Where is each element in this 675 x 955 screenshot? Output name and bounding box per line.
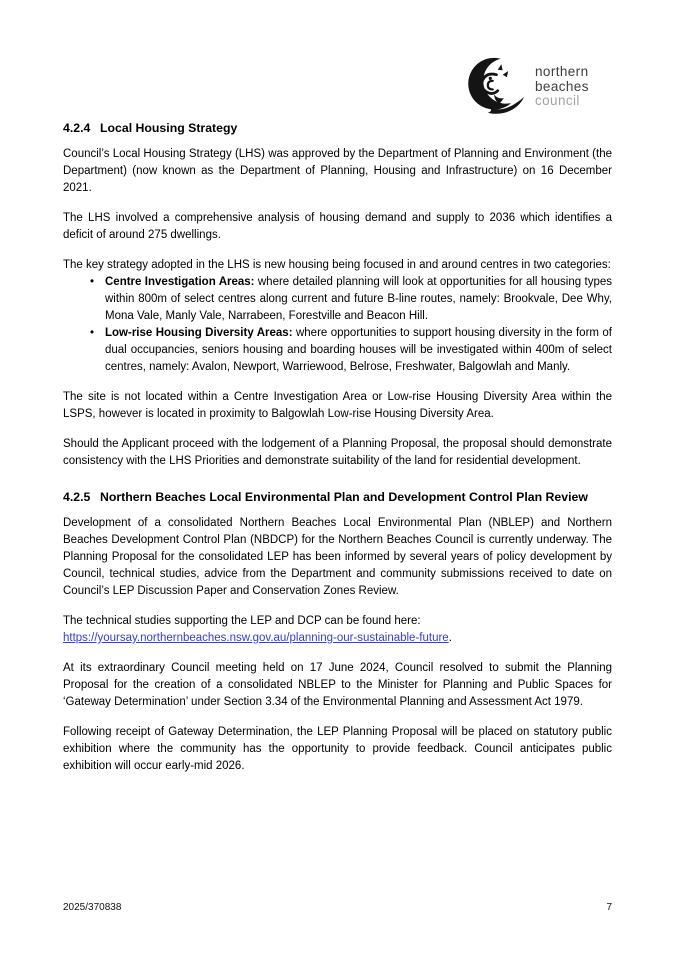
technical-studies-intro: The technical studies supporting the LEP and DCP can be found here: xyxy=(63,615,421,627)
document-reference: 2025/370838 xyxy=(63,902,122,913)
section-title: Local Housing Strategy xyxy=(100,121,238,135)
paragraph-technical-studies xyxy=(63,613,612,647)
logo-word-northern: northern xyxy=(535,64,589,80)
paragraph-lhs-approved: Council’s Local Housing Strategy (LHS) was approved by the Department of Planning and Environment (the Department) (now known as the Department of Planning, Housing and Infrastructure) on 16 December 2021. xyxy=(63,148,612,194)
paragraph-council-meeting: At its extraordinary Council meeting held on 17 June 2024, Council resolved to submit the Planning Proposal for the creation of a consolidated NBLEP to the Minister for Planning and Public Spaces for ‘Gateway Determination’ under Section 3.34 of the Environmental Planning and Assessment Act 1979. xyxy=(63,662,612,708)
council-logo-icon xyxy=(462,56,526,118)
section-number: 4.2.5 xyxy=(63,490,91,504)
bullet-text: where detailed planning will look at opportunities for all housing types within 800m of select centres along current and future B-line routes, namely: Brookvale, Dee Why, Mona Vale, Manly Vale, Narrabeen, Forestville and Beacon Hill. xyxy=(105,276,612,322)
strategy-bullet-list xyxy=(63,274,612,376)
council-logo xyxy=(462,56,589,118)
council-logo-text xyxy=(535,65,589,109)
bullet-label: Centre Investigation Areas: xyxy=(105,276,255,288)
list-item xyxy=(63,274,612,325)
paragraph-gateway-determination: Following receipt of Gateway Determination, the LEP Planning Proposal will be placed on statutory public exhibition where the community has the opportunity to provide feedback. Council anticipates public exhibition will occur early-mid 2026. xyxy=(63,726,612,772)
logo-word-beaches: beaches xyxy=(535,78,589,94)
bullet-centre-investigation xyxy=(105,274,612,325)
document-body xyxy=(63,120,612,788)
bullet-icon: • xyxy=(90,327,95,339)
page-footer xyxy=(63,901,612,915)
section-heading-425 xyxy=(63,489,612,506)
section-number: 4.2.4 xyxy=(63,121,91,135)
section-heading-424 xyxy=(63,120,612,137)
sustainable-future-link[interactable]: https://yoursay.northernbeaches.nsw.gov.au/planning-our-sustainable-future xyxy=(63,632,449,644)
link-period: . xyxy=(448,632,452,644)
logo-word-council: council xyxy=(535,93,580,109)
bullet-low-rise-diversity xyxy=(105,325,612,376)
bullet-icon: • xyxy=(90,276,95,288)
paragraph-key-strategy: The key strategy adopted in the LHS is new housing being focused in and around centres in two categories: xyxy=(63,259,611,271)
paragraph-site-location: The site is not located within a Centre Investigation Area or Low-rise Housing Diversity Area within the LSPS, however is located in proximity to Balgowlah Low-rise Housing Diversity Area. xyxy=(63,391,612,420)
page-number: 7 xyxy=(606,902,612,913)
paragraph-lhs-analysis: The LHS involved a comprehensive analysis of housing demand and supply to 2036 which identifies a deficit of around 275 dwellings. xyxy=(63,212,612,241)
bullet-text: where opportunities to support housing diversity in the form of dual occupancies, seniors housing and boarding houses will be investigated within 400m of select centres, namely: Avalon, Newport, Warriewood, Belrose, Freshwater, Balgowlah and Manly. xyxy=(105,327,612,373)
paragraph-applicant-proceed: Should the Applicant proceed with the lodgement of a Planning Proposal, the proposal should demonstrate consistency with the LHS Priorities and demonstrate suitability of the land for residential development. xyxy=(63,438,612,467)
section-title: Northern Beaches Local Environmental Plan and Development Control Plan Review xyxy=(100,490,588,504)
paragraph-nblep-development: Development of a consolidated Northern Beaches Local Environmental Plan (NBLEP) and Northern Beaches Development Control Plan (NBDCP) for the Northern Beaches Council is currently underway. The Planning Proposal for the consolidated LEP has been informed by several years of policy development by Council, technical studies, advice from the Department and community submissions received to date on Council’s LEP Discussion Paper and Conservation Zones Review. xyxy=(63,517,612,597)
bullet-label: Low-rise Housing Diversity Areas: xyxy=(105,327,293,339)
list-item xyxy=(63,325,612,376)
